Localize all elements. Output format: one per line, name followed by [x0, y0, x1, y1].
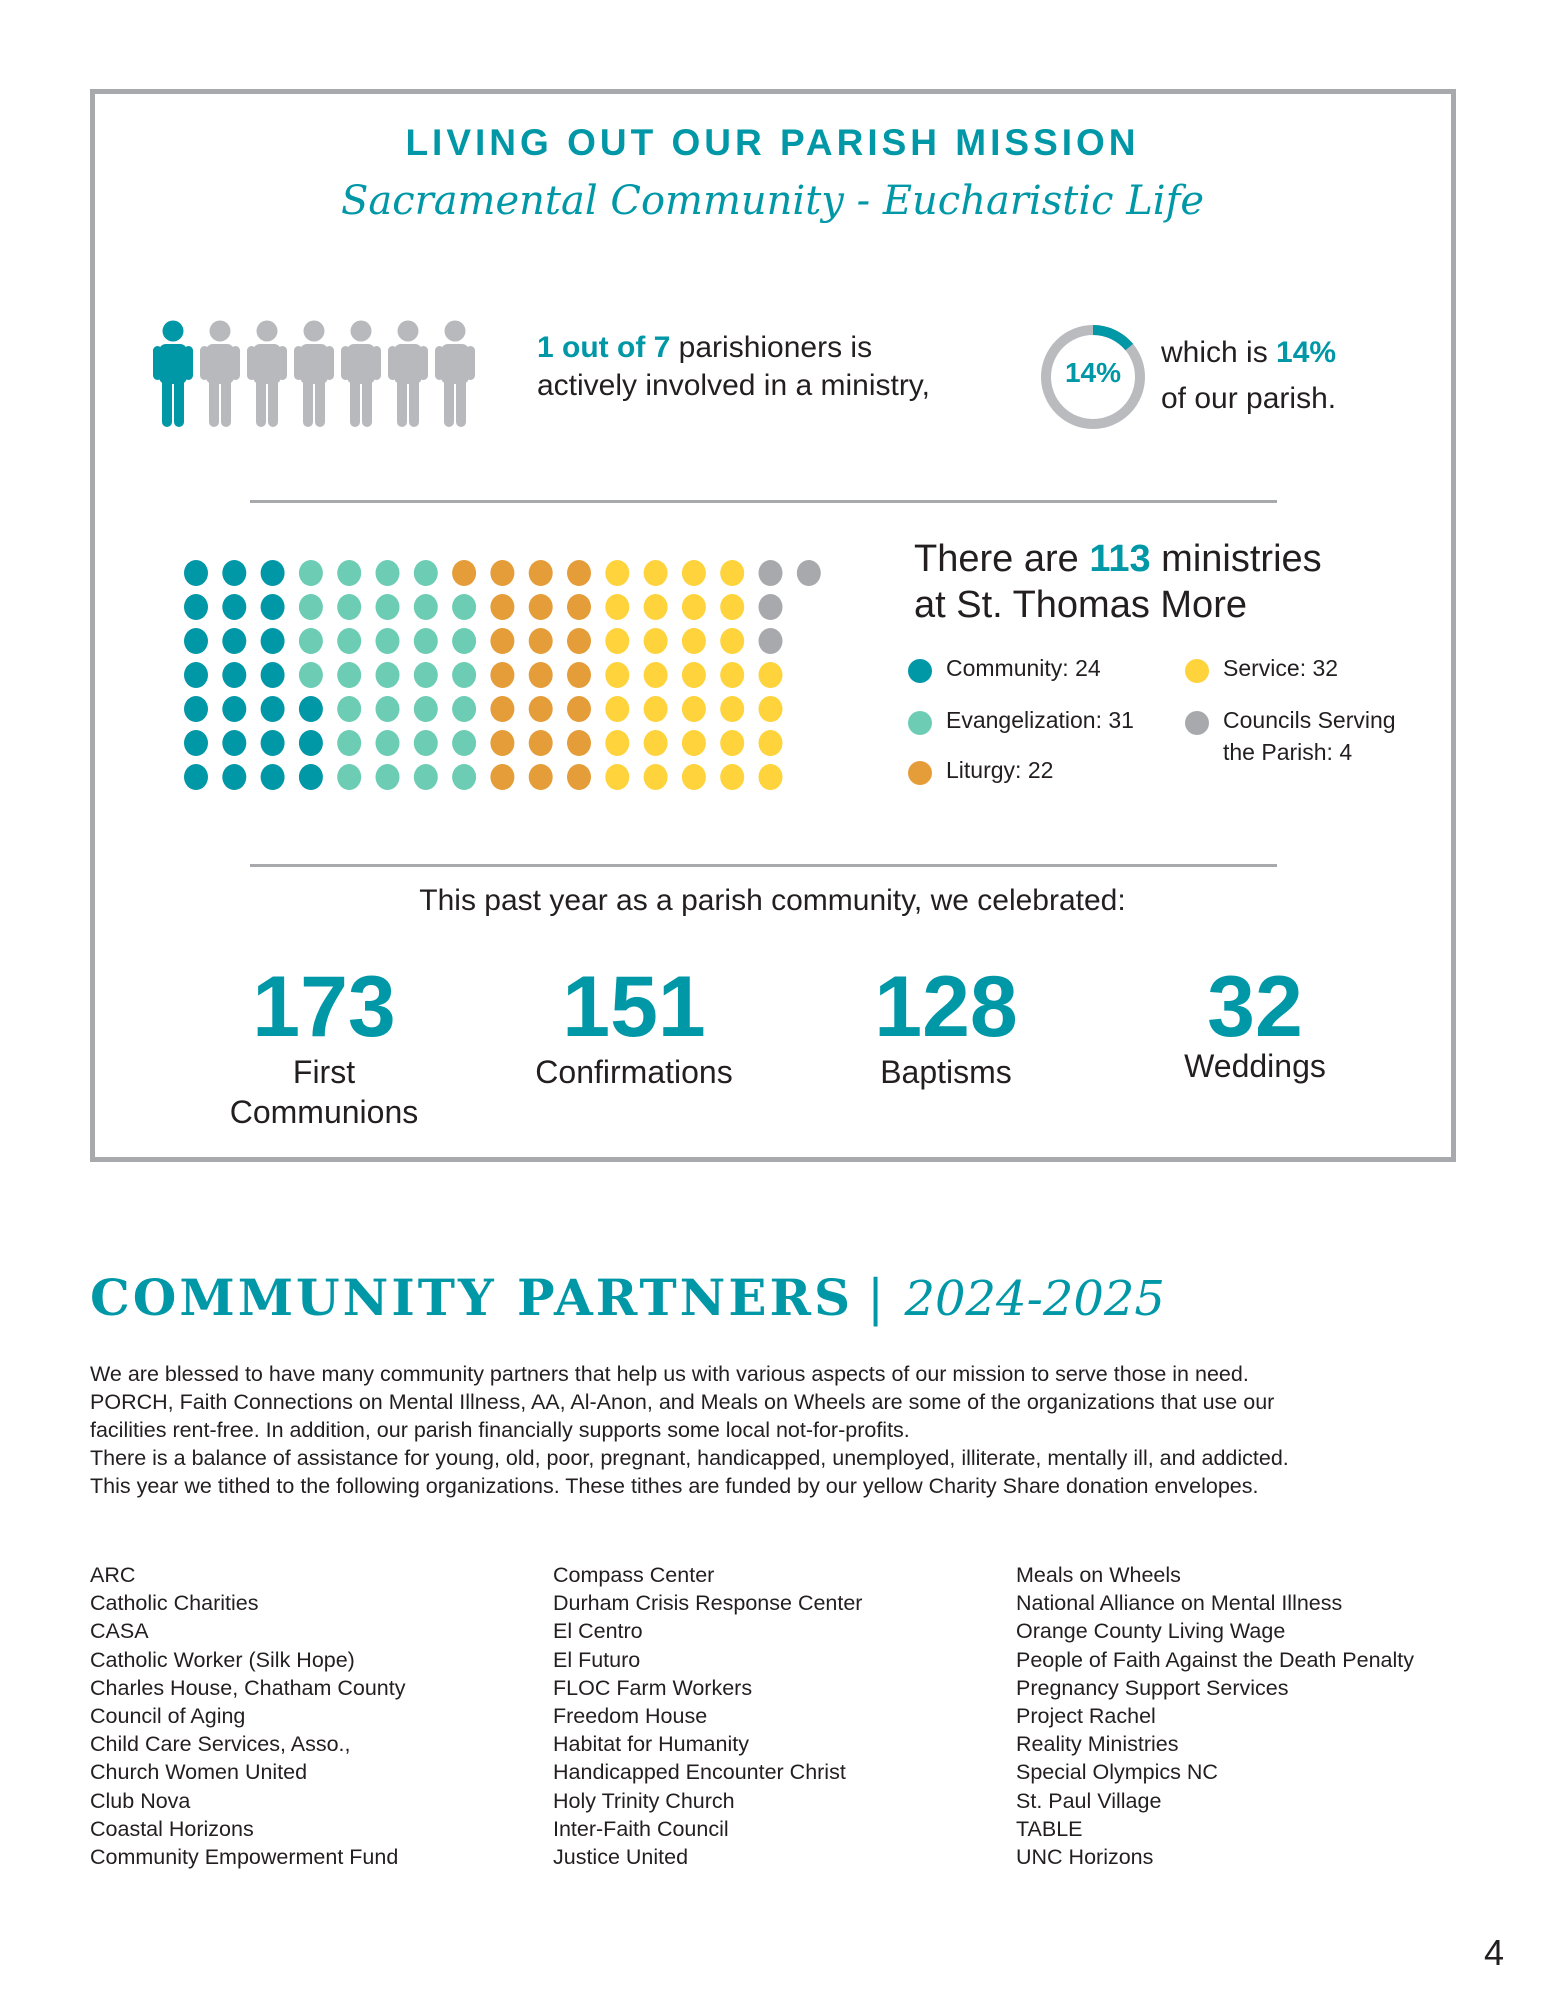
ministry-dot — [605, 594, 629, 620]
partners-column-1 — [90, 1561, 406, 1871]
ministry-dot — [682, 696, 706, 722]
stat-value: 151 — [562, 959, 706, 1055]
ministry-dot — [452, 560, 476, 586]
ministry-dot — [529, 560, 553, 586]
legend-dot-evangelization — [908, 711, 932, 735]
partner-list-item: Pregnancy Support Services — [1016, 1675, 1289, 1700]
partner-list-item: Durham Crisis Response Center — [553, 1591, 863, 1616]
ministry-dot — [529, 662, 553, 688]
legend-dot-liturgy — [908, 761, 932, 785]
ministries-dot-grid — [180, 557, 840, 797]
partner-list-item: Orange County Living Wage — [1016, 1619, 1286, 1644]
stat-label-line1: First — [292, 1054, 356, 1090]
ministry-dot — [414, 628, 438, 654]
ministry-dot — [452, 594, 476, 620]
mission-title: LIVING OUT OUR PARISH MISSION — [405, 122, 1140, 163]
partners-column-2 — [553, 1561, 862, 1871]
partner-list-item: Freedom House — [553, 1704, 708, 1729]
partners-column-3 — [1016, 1561, 1414, 1871]
ministry-dot — [299, 628, 323, 654]
partner-list-item: Special Olympics NC — [1016, 1760, 1218, 1785]
ministry-dot — [184, 696, 208, 722]
person-icon — [388, 321, 428, 428]
partner-list-item: Holy Trinity Church — [553, 1788, 735, 1813]
ministry-dot — [490, 764, 514, 790]
ministries-count: 113 — [1089, 538, 1151, 580]
ministry-dot — [490, 662, 514, 688]
partner-list-item: Church Women United — [90, 1760, 308, 1785]
ministry-dot — [299, 730, 323, 756]
paragraph-line: This year we tithed to the following organizations. These tithes are funded by our yellow Charity Share donation envelopes. — [90, 1474, 1259, 1498]
ministry-dot — [261, 730, 285, 756]
ministry-dot — [414, 730, 438, 756]
ministry-dot — [682, 662, 706, 688]
person-icon — [294, 321, 334, 428]
ministry-dot — [797, 560, 821, 586]
ministry-dot — [605, 662, 629, 688]
ministry-dot — [720, 764, 744, 790]
ministry-dot — [299, 594, 323, 620]
person-icon — [435, 321, 475, 428]
ministry-dot — [376, 662, 400, 688]
ministry-dot — [605, 628, 629, 654]
ministry-dot — [529, 594, 553, 620]
percent-prefix: which is — [1161, 336, 1277, 369]
legend-item-councils — [1185, 704, 1396, 768]
celebrated-intro: This past year as a parish community, we celebrated: — [419, 884, 1126, 917]
stat-weddings — [1105, 959, 1405, 1086]
partner-list-item: Habitat for Humanity — [553, 1732, 749, 1757]
partner-list-item: Child Care Services, Asso., — [90, 1732, 351, 1757]
percent-text — [1161, 330, 1336, 422]
ministry-dot — [567, 730, 591, 756]
partner-list-item: People of Faith Against the Death Penalty — [1016, 1647, 1415, 1672]
ministry-dot — [720, 560, 744, 586]
ministry-dot — [414, 594, 438, 620]
ministry-dot — [337, 764, 361, 790]
ministry-dot — [759, 696, 783, 722]
ministry-dot — [261, 594, 285, 620]
percent-line2: of our parish. — [1161, 382, 1337, 415]
legend-label-line2: the Parish: 4 — [1223, 739, 1353, 765]
ministry-dot — [376, 594, 400, 620]
partner-list-item: National Alliance on Mental Illness — [1016, 1591, 1343, 1616]
ministry-dot — [452, 730, 476, 756]
ministry-dot — [222, 560, 246, 586]
person-icon — [200, 321, 240, 428]
ministries-heading — [914, 536, 1322, 628]
involvement-text — [537, 329, 930, 405]
percent-highlight: 14% — [1276, 336, 1337, 369]
section-divider — [250, 500, 1277, 503]
donut-label: 14% — [1064, 357, 1122, 388]
ministry-dot — [682, 594, 706, 620]
ministry-dot — [261, 764, 285, 790]
legend-dot-service — [1185, 659, 1209, 683]
legend-label-line1: Councils Serving — [1223, 707, 1396, 733]
ministry-dot — [414, 662, 438, 688]
ministry-dot — [567, 594, 591, 620]
ministry-dot — [490, 594, 514, 620]
ministry-dot — [337, 662, 361, 688]
ministry-dot — [222, 764, 246, 790]
ministries-prefix: There are — [914, 538, 1090, 580]
paragraph-line: There is a balance of assistance for young, old, poor, pregnant, handicapped, unemployed, illiterate, mentally ill, and addicted. — [90, 1446, 1289, 1470]
legend-label: Evangelization: 31 — [946, 707, 1134, 733]
ministry-dot — [759, 730, 783, 756]
page-number: 4 — [1484, 1932, 1505, 1973]
stat-confirmations — [484, 959, 784, 1092]
ministry-dot — [605, 696, 629, 722]
partner-list-item: El Centro — [553, 1619, 643, 1644]
ministry-dot — [759, 594, 783, 620]
stat-label-line2: Communions — [229, 1094, 419, 1130]
ministry-dot — [222, 696, 246, 722]
ministry-dot — [720, 662, 744, 688]
partner-list-item: Project Rachel — [1016, 1704, 1156, 1729]
legend-dot-community — [908, 659, 932, 683]
ministries-line2: at St. Thomas More — [914, 584, 1247, 626]
partner-list-item: Council of Aging — [90, 1704, 246, 1729]
ministry-dot — [529, 696, 553, 722]
ministries-suffix: ministries — [1150, 538, 1322, 580]
involvement-line2: actively involved in a ministry, — [537, 369, 930, 402]
ministry-dot — [452, 764, 476, 790]
partner-list-item: St. Paul Village — [1016, 1788, 1162, 1813]
ministry-dot — [529, 730, 553, 756]
ministry-dot — [261, 628, 285, 654]
ministry-dot — [261, 696, 285, 722]
partner-list-item: Community Empowerment Fund — [90, 1845, 399, 1870]
legend-label: Liturgy: 22 — [946, 757, 1054, 783]
ministry-dot — [529, 628, 553, 654]
ministry-dot — [644, 594, 668, 620]
ministry-dot — [414, 764, 438, 790]
legend-item-evangelization — [908, 704, 1134, 736]
partners-years: 2024-2025 — [904, 1271, 1165, 1327]
partner-list-item: TABLE — [1016, 1816, 1083, 1841]
partner-list-item: CASA — [90, 1619, 149, 1644]
ministry-dot — [184, 628, 208, 654]
stat-label-line1: Weddings — [1184, 1048, 1326, 1084]
ministry-dot — [567, 696, 591, 722]
partner-list-item: Reality Ministries — [1016, 1732, 1179, 1757]
ministry-dot — [644, 764, 668, 790]
ministry-dot — [759, 764, 783, 790]
ministry-dot — [337, 730, 361, 756]
ministry-dot — [720, 628, 744, 654]
people-icon-row — [150, 320, 490, 430]
ministry-dot — [184, 730, 208, 756]
ministry-dot — [452, 696, 476, 722]
ministry-dot — [490, 696, 514, 722]
ministry-dot — [605, 730, 629, 756]
ministry-dot — [376, 730, 400, 756]
legend-label: Service: 32 — [1223, 655, 1339, 681]
legend-item-liturgy — [908, 754, 1053, 786]
partner-list-item: Handicapped Encounter Christ — [553, 1760, 846, 1785]
ministry-dot — [567, 662, 591, 688]
ministry-dot — [184, 560, 208, 586]
partner-list-item: Club Nova — [90, 1788, 191, 1813]
ministry-dot — [720, 594, 744, 620]
ministry-dot — [184, 662, 208, 688]
ministry-dot — [452, 628, 476, 654]
ministry-dot — [184, 764, 208, 790]
ministry-dot — [682, 730, 706, 756]
person-icon — [341, 321, 381, 428]
ministry-dot — [376, 696, 400, 722]
stat-first-communions — [174, 959, 474, 1132]
partner-list-item: Inter-Faith Council — [553, 1816, 729, 1841]
stat-label-line1: Confirmations — [535, 1054, 733, 1090]
ministry-dot — [759, 560, 783, 586]
partners-title: COMMUNITY PARTNERS — [90, 1268, 854, 1327]
ministry-dot — [222, 730, 246, 756]
ministry-dot — [452, 662, 476, 688]
stat-baptisms — [796, 959, 1096, 1092]
ministry-dot — [261, 560, 285, 586]
person-icon — [247, 321, 287, 428]
partner-list-item: Catholic Charities — [90, 1591, 259, 1616]
ministry-dot — [299, 764, 323, 790]
ministry-dot — [184, 594, 208, 620]
mission-subtitle: Sacramental Community - Eucharistic Life — [340, 178, 1205, 224]
section-divider — [250, 864, 1277, 867]
partner-list-item: FLOC Farm Workers — [553, 1675, 753, 1700]
ministry-dot — [720, 730, 744, 756]
ministry-dot — [337, 696, 361, 722]
partner-list-item: Justice United — [553, 1845, 689, 1870]
partner-list-item: UNC Horizons — [1016, 1845, 1154, 1870]
ministry-dot — [376, 560, 400, 586]
stat-value: 32 — [1207, 959, 1303, 1055]
ministry-dot — [720, 696, 744, 722]
ministry-dot — [759, 662, 783, 688]
partner-list-item: Meals on Wheels — [1016, 1563, 1181, 1587]
partners-separator: | — [867, 1269, 885, 1327]
ministry-dot — [376, 764, 400, 790]
ministry-dot — [299, 662, 323, 688]
partners-heading — [90, 1268, 1165, 1327]
legend-dot-councils — [1185, 711, 1209, 735]
ministry-dot — [490, 628, 514, 654]
ministry-dot — [644, 662, 668, 688]
ministry-dot — [337, 628, 361, 654]
ministry-dot — [644, 730, 668, 756]
ministry-dot — [299, 560, 323, 586]
ministry-dot — [261, 662, 285, 688]
partner-list-item: ARC — [90, 1563, 136, 1587]
paragraph-line: We are blessed to have many community partners that help us with various aspects of our mission to serve those in need. — [90, 1362, 1249, 1386]
ministry-dot — [644, 628, 668, 654]
paragraph-line: PORCH, Faith Connections on Mental Illness, AA, Al-Anon, and Meals on Wheels are some of the organizations that use our — [90, 1390, 1275, 1414]
ministry-dot — [299, 696, 323, 722]
legend-label: Community: 24 — [946, 655, 1101, 681]
ministry-dot — [605, 764, 629, 790]
ministry-dot — [337, 594, 361, 620]
ministry-dot — [644, 696, 668, 722]
ministry-dot — [222, 594, 246, 620]
stat-value: 173 — [252, 959, 396, 1055]
involvement-line1: parishioners is — [670, 331, 873, 364]
legend-item-community — [908, 652, 1101, 684]
ministry-dot — [682, 628, 706, 654]
partner-list-item: Charles House, Chatham County — [90, 1675, 406, 1700]
partner-list-item: Coastal Horizons — [90, 1816, 254, 1841]
ministry-dot — [682, 764, 706, 790]
ministry-dot — [567, 560, 591, 586]
ministry-dot — [414, 696, 438, 722]
ministry-dot — [529, 764, 553, 790]
ministry-dot — [759, 628, 783, 654]
ministry-dot — [567, 764, 591, 790]
partner-list-item: Catholic Worker (Silk Hope) — [90, 1647, 355, 1672]
ministry-dot — [605, 560, 629, 586]
legend-item-service — [1185, 652, 1338, 684]
ministry-dot — [682, 560, 706, 586]
partner-list-item: Compass Center — [553, 1563, 715, 1587]
stat-label-line1: Baptisms — [880, 1054, 1012, 1090]
ministry-dot — [337, 560, 361, 586]
ministry-dot — [414, 560, 438, 586]
person-icon-highlighted — [153, 321, 193, 428]
ministry-dot — [222, 628, 246, 654]
ministry-dot — [644, 560, 668, 586]
ministry-dot — [490, 730, 514, 756]
partner-list-item: El Futuro — [553, 1647, 641, 1672]
partners-paragraph — [90, 1360, 1490, 1500]
ministry-dot — [567, 628, 591, 654]
ministry-dot — [222, 662, 246, 688]
paragraph-line: facilities rent-free. In addition, our parish financially supports some local not-for-profits. — [90, 1418, 910, 1442]
involvement-highlight: 1 out of 7 — [537, 331, 671, 364]
stat-value: 128 — [874, 959, 1018, 1055]
ministry-dot — [490, 560, 514, 586]
ministry-dot — [376, 628, 400, 654]
